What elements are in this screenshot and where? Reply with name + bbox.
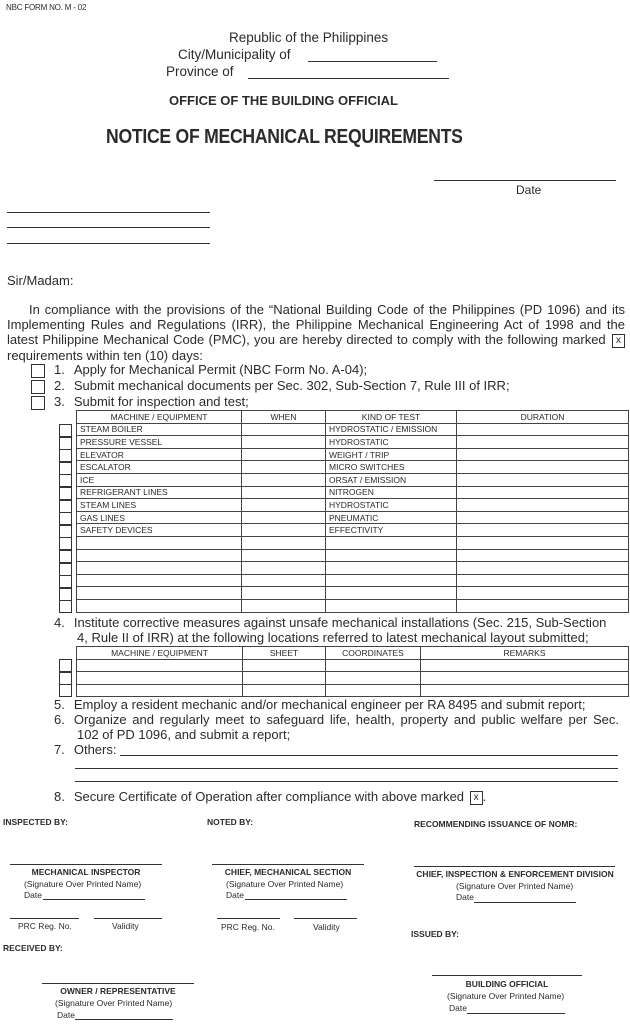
cell-kind-of-test[interactable]: [326, 536, 457, 549]
chief-mech-date-field[interactable]: [245, 899, 347, 900]
cell-when[interactable]: [242, 499, 326, 512]
inspection-table-row: [77, 423, 629, 436]
inspection-table-row: [77, 549, 629, 562]
cell-duration[interactable]: [457, 436, 629, 449]
chief-mech-date-label: Date: [226, 890, 244, 900]
intro-text-end: requirements within ten (10) days:: [7, 347, 203, 363]
requirement-text: Secure Certificate of Operation after compliance with above marked: [73, 789, 465, 804]
requirement-text: Submit for inspection and test;: [73, 394, 249, 409]
mark-example-box: x: [612, 334, 625, 348]
cell-equipment[interactable]: [77, 536, 242, 549]
cell-equipment[interactable]: [77, 549, 242, 562]
cell-when[interactable]: [242, 549, 326, 562]
cell-equipment[interactable]: [77, 659, 243, 672]
cell-kind-of-test[interactable]: [326, 599, 457, 612]
chief-ied-title: CHIEF, INSPECTION & ENFORCEMENT DIVISION: [416, 869, 614, 879]
cell-kind-of-test: MICRO SWITCHES: [326, 461, 457, 474]
cell-coordinates[interactable]: [326, 659, 421, 672]
cell-coordinates[interactable]: [326, 684, 421, 697]
cell-duration[interactable]: [457, 587, 629, 600]
cell-equipment[interactable]: [77, 599, 242, 612]
inspector-validity-label: Validity: [112, 921, 139, 931]
others-field-line-3[interactable]: [75, 781, 618, 782]
building-official-signature-note: (Signature Over Printed Name): [447, 991, 565, 1001]
column-header-coordinates: COORDINATES: [326, 647, 421, 660]
requirement-number: 4.: [54, 615, 65, 630]
inspection-table-row: [77, 436, 629, 449]
column-header-remarks: REMARKS: [421, 647, 629, 660]
inspection-row-checkbox[interactable]: [59, 474, 72, 487]
inspection-row-checkbox[interactable]: [59, 588, 72, 601]
cell-when[interactable]: [242, 473, 326, 486]
requirement-number: 5.: [54, 697, 65, 712]
requirement-4: [54, 615, 606, 630]
cell-when[interactable]: [242, 448, 326, 461]
date-label: Date: [516, 183, 542, 197]
requirement-7: [54, 742, 116, 757]
cell-when[interactable]: [242, 587, 326, 600]
cell-when[interactable]: [242, 436, 326, 449]
building-official-title: BUILDING OFFICIAL: [465, 979, 549, 989]
inspection-row-checkbox[interactable]: [59, 500, 72, 513]
owner-date-field[interactable]: [75, 1019, 173, 1020]
requirement-3-checkbox[interactable]: [31, 396, 45, 410]
owner-signature-note: (Signature Over Printed Name): [55, 998, 173, 1008]
corrective-table: [76, 646, 629, 697]
cell-equipment[interactable]: [77, 672, 243, 685]
requirement-1: [54, 362, 367, 377]
cell-duration[interactable]: [457, 574, 629, 587]
cell-sheet[interactable]: [243, 659, 326, 672]
cell-remarks[interactable]: [421, 672, 629, 685]
chief-mech-prc-label: PRC Reg. No.: [221, 922, 275, 932]
inspection-table-row: [77, 562, 629, 575]
cell-duration[interactable]: [457, 499, 629, 512]
inspector-prc-label: PRC Reg. No.: [18, 921, 72, 931]
inspection-table-row: [77, 486, 629, 499]
issued-by-heading: ISSUED BY:: [411, 929, 460, 939]
cell-kind-of-test[interactable]: [326, 562, 457, 575]
requirement-6: [54, 712, 619, 727]
cell-equipment[interactable]: [77, 574, 242, 587]
date-field[interactable]: [434, 180, 616, 181]
corrective-table-row: [77, 659, 629, 672]
chief-mech-title: CHIEF, MECHANICAL SECTION: [224, 867, 352, 877]
addressee-line-3[interactable]: [7, 243, 210, 244]
chief-mech-prc-field[interactable]: [217, 918, 280, 919]
cell-duration[interactable]: [457, 599, 629, 612]
requirement-2-checkbox[interactable]: [31, 380, 45, 394]
requirement-text-line-1: Institute corrective measures against unsafe mechanical installations (Sec. 215, Sub-Section: [73, 615, 607, 630]
cell-when[interactable]: [242, 574, 326, 587]
cell-kind-of-test: EFFECTIVITY: [326, 524, 457, 537]
cell-when[interactable]: [242, 511, 326, 524]
owner-title: OWNER / REPRESENTATIVE: [60, 986, 176, 996]
cell-kind-of-test: HYDROSTATIC: [326, 499, 457, 512]
requirement-number: 6.: [54, 712, 65, 727]
cell-coordinates[interactable]: [326, 672, 421, 685]
chief-ied-date-label: Date: [456, 892, 474, 902]
cell-equipment: ICE: [77, 473, 242, 486]
cell-duration[interactable]: [457, 473, 629, 486]
column-header-duration: DURATION: [457, 411, 629, 424]
inspection-table-row: [77, 499, 629, 512]
chief-mech-signature-line[interactable]: [212, 864, 364, 865]
page-title: NOTICE OF MECHANICAL REQUIREMENTS: [106, 126, 463, 148]
corrective-row-checkbox[interactable]: [59, 659, 72, 672]
intro-text: In compliance with the provisions of the “National Building Code of the Philippines (PD 1096) and its Implementing Rules and Regulations (IRR), the Philippine Mechanical Engineering Act of 1998 and the latest Philippine Mechanical Code (PMC), you are hereby directed to comply with the following marked: [7, 302, 625, 348]
others-field-line-1[interactable]: [120, 755, 618, 756]
cell-duration[interactable]: [457, 549, 629, 562]
republic-heading: Republic of the Philippines: [229, 30, 389, 45]
cell-duration[interactable]: [457, 524, 629, 537]
column-header-when: WHEN: [242, 411, 326, 424]
inspection-row-checkbox[interactable]: [59, 525, 72, 538]
cell-equipment: GAS LINES: [77, 511, 242, 524]
others-field-line-2[interactable]: [75, 768, 618, 769]
cell-equipment: ESCALATOR: [77, 461, 242, 474]
requirement-text: Apply for Mechanical Permit (NBC Form No. A-04);: [73, 362, 368, 377]
requirement-5: [54, 697, 585, 712]
inspection-table-row: [77, 574, 629, 587]
inspection-row-checkbox[interactable]: [59, 563, 72, 576]
cell-duration[interactable]: [457, 486, 629, 499]
cell-equipment: STEAM LINES: [77, 499, 242, 512]
inspection-row-checkbox[interactable]: [59, 512, 72, 525]
requirement-number: 3.: [54, 394, 65, 409]
cell-duration[interactable]: [457, 448, 629, 461]
column-header-kind-of-test: KIND OF TEST: [326, 411, 457, 424]
requirement-4-line-2: 4, Rule II of IRR) at the following locations referred to latest mechanical layout submitted;: [77, 630, 589, 645]
requirement-text-line-1: Organize and regularly meet to safeguard life, health, property and public welfare per Sec.: [73, 712, 619, 727]
inspector-signature-note: (Signature Over Printed Name): [24, 879, 142, 889]
inspection-table-row: [77, 599, 629, 612]
cell-kind-of-test[interactable]: [326, 549, 457, 562]
cell-equipment: ELEVATOR: [77, 448, 242, 461]
building-official-date-field[interactable]: [467, 1013, 565, 1014]
cell-equipment: REFRIGERANT LINES: [77, 486, 242, 499]
cell-kind-of-test: PNEUMATIC: [326, 511, 457, 524]
chief-mech-validity-label: Validity: [313, 922, 340, 932]
province-field[interactable]: [248, 78, 449, 79]
requirement-number: 1.: [54, 362, 65, 377]
cell-equipment: PRESSURE VESSEL: [77, 436, 242, 449]
cell-remarks[interactable]: [421, 659, 629, 672]
inspected-by-heading: INSPECTED BY:: [3, 817, 69, 827]
column-header-equipment: MACHINE / EQUIPMENT: [77, 647, 243, 660]
inspector-date-field[interactable]: [43, 899, 145, 900]
corrective-row-checkbox[interactable]: [59, 672, 72, 685]
city-field[interactable]: [308, 61, 437, 62]
chief-ied-signature-note: (Signature Over Printed Name): [456, 881, 574, 891]
cell-kind-of-test: HYDROSTATIC / EMISSION: [326, 423, 457, 436]
inspection-row-checkbox[interactable]: [59, 600, 72, 613]
requirement-text: Employ a resident mechanic and/or mechanical engineer per RA 8495 and submit report;: [73, 697, 586, 712]
owner-date-label: Date: [57, 1010, 75, 1020]
cell-sheet[interactable]: [243, 672, 326, 685]
cell-equipment[interactable]: [77, 587, 242, 600]
cell-sheet[interactable]: [243, 684, 326, 697]
inspection-row-checkbox[interactable]: [59, 462, 72, 475]
requirement-3: [54, 394, 249, 409]
recommending-heading: RECOMMENDING ISSUANCE OF NOMR:: [414, 819, 578, 829]
requirement-8: [54, 789, 486, 805]
building-official-signature-line[interactable]: [432, 975, 582, 976]
chief-ied-signature-line[interactable]: [414, 866, 615, 867]
cell-duration[interactable]: [457, 461, 629, 474]
building-official-date-label: Date: [449, 1003, 467, 1013]
inspection-row-checkbox[interactable]: [59, 449, 72, 462]
cell-kind-of-test: HYDROSTATIC: [326, 436, 457, 449]
chief-mech-signature-note: (Signature Over Printed Name): [226, 879, 344, 889]
received-by-heading: RECEIVED BY:: [3, 943, 63, 953]
cell-when[interactable]: [242, 524, 326, 537]
province-label: Province of: [166, 64, 234, 79]
inspection-row-checkbox[interactable]: [59, 437, 72, 450]
column-header-sheet: SHEET: [243, 647, 326, 660]
chief-mech-validity-field[interactable]: [294, 918, 357, 919]
cell-duration[interactable]: [457, 511, 629, 524]
cell-equipment[interactable]: [77, 562, 242, 575]
inspection-row-checkbox[interactable]: [59, 424, 72, 437]
inspector-date-label: Date: [24, 890, 42, 900]
cell-duration[interactable]: [457, 562, 629, 575]
requirement-1-checkbox[interactable]: [31, 364, 45, 378]
corrective-row-checkbox[interactable]: [59, 684, 72, 697]
corrective-table-row: [77, 672, 629, 685]
cell-remarks[interactable]: [421, 684, 629, 697]
cell-duration[interactable]: [457, 423, 629, 436]
requirement-2: [54, 378, 510, 393]
inspection-row-checkbox[interactable]: [59, 575, 72, 588]
others-label: Others:: [73, 742, 117, 757]
inspection-table-row: [77, 524, 629, 537]
inspection-table-row: [77, 461, 629, 474]
inspector-title: MECHANICAL INSPECTOR: [31, 867, 141, 877]
cell-when[interactable]: [242, 461, 326, 474]
inspection-table-row: [77, 473, 629, 486]
addressee-line-2[interactable]: [7, 227, 210, 228]
office-heading: OFFICE OF THE BUILDING OFFICIAL: [169, 93, 398, 108]
inspector-signature-line[interactable]: [10, 864, 162, 865]
owner-signature-line[interactable]: [42, 983, 194, 984]
intro-paragraph: [7, 302, 625, 363]
inspection-table-row: [77, 511, 629, 524]
requirement-number: 2.: [54, 378, 65, 393]
addressee-line-1[interactable]: [7, 212, 210, 213]
chief-ied-date-field[interactable]: [474, 902, 576, 903]
city-label: City/Municipality of: [178, 47, 291, 62]
cell-kind-of-test: WEIGHT / TRIP: [326, 448, 457, 461]
cell-when[interactable]: [242, 423, 326, 436]
column-header-equipment: MACHINE / EQUIPMENT: [77, 411, 242, 424]
cell-when[interactable]: [242, 562, 326, 575]
mark-example-box: x: [470, 791, 483, 805]
cell-equipment[interactable]: [77, 684, 243, 697]
inspection-table: [76, 410, 629, 613]
cell-kind-of-test[interactable]: [326, 587, 457, 600]
period: .: [482, 789, 487, 804]
inspector-validity-field[interactable]: [94, 918, 162, 919]
requirement-number: 8.: [54, 789, 65, 804]
salutation: Sir/Madam:: [7, 273, 74, 288]
cell-when[interactable]: [242, 599, 326, 612]
inspection-table-row: [77, 587, 629, 600]
requirement-text: Submit mechanical documents per Sec. 302, Sub-Section 7, Rule III of IRR;: [73, 378, 510, 393]
corrective-table-row: [77, 684, 629, 697]
inspection-table-header: [77, 411, 629, 424]
inspection-row-checkbox[interactable]: [59, 537, 72, 550]
cell-equipment: STEAM BOILER: [77, 423, 242, 436]
cell-duration[interactable]: [457, 536, 629, 549]
corrective-table-header: [77, 647, 629, 660]
noted-by-heading: NOTED BY:: [207, 817, 254, 827]
inspector-prc-field[interactable]: [10, 918, 79, 919]
cell-when[interactable]: [242, 536, 326, 549]
inspection-table-row: [77, 536, 629, 549]
cell-equipment: SAFETY DEVICES: [77, 524, 242, 537]
inspection-table-row: [77, 448, 629, 461]
requirement-number: 7.: [54, 742, 65, 757]
inspection-row-checkbox[interactable]: [59, 487, 72, 500]
form-number: NBC FORM NO. M - 02: [6, 3, 87, 12]
cell-kind-of-test: ORSAT / EMISSION: [326, 473, 457, 486]
cell-kind-of-test: NITROGEN: [326, 486, 457, 499]
inspection-row-checkbox[interactable]: [59, 550, 72, 563]
requirement-6-line-2: 102 of PD 1096, and submit a report;: [77, 727, 291, 742]
cell-when[interactable]: [242, 486, 326, 499]
cell-kind-of-test[interactable]: [326, 574, 457, 587]
